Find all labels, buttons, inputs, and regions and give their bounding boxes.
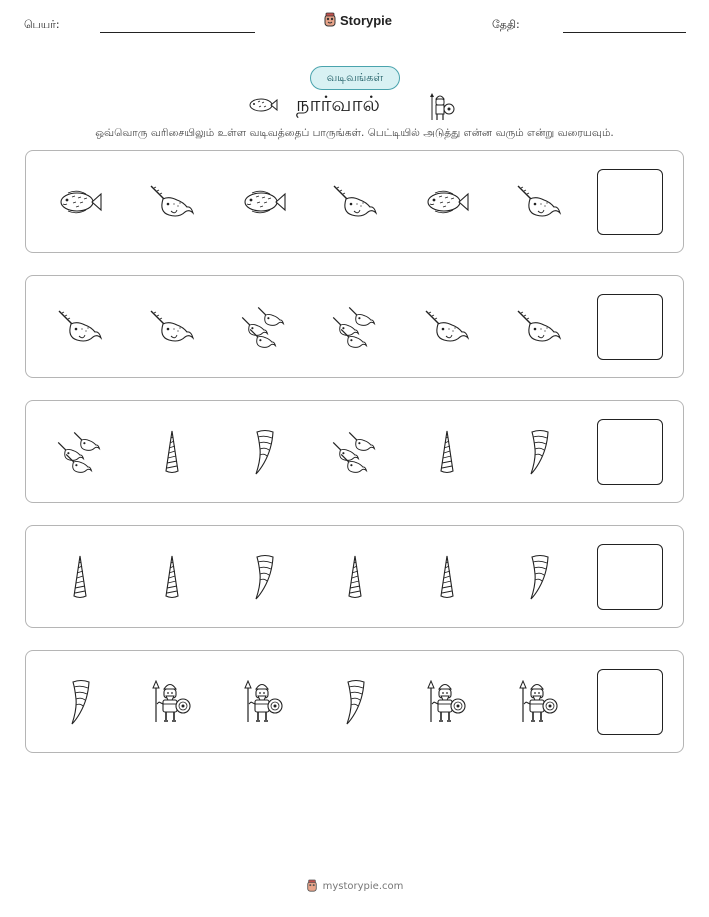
narwhal-group-icon [330,427,380,477]
pattern-row-5 [25,650,684,753]
date-line[interactable] [563,32,686,33]
narwhal-icon [55,302,105,352]
category-badge: வடிவங்கள் [310,66,400,90]
narwhal-icon [147,177,197,227]
tusk-icon [422,552,472,602]
horn-icon [330,677,380,727]
narwhal-icon [330,177,380,227]
pattern-row-4 [25,525,684,628]
flatfish-icon [422,177,472,227]
flatfish-icon [55,177,105,227]
title-row [0,92,709,122]
viking-icon [147,677,197,727]
brand-logo [323,12,392,28]
pattern-row-1 [25,150,684,253]
storypie-mascot-icon [323,12,337,28]
narwhal-group-icon [330,302,380,352]
narwhal-icon [147,302,197,352]
storypie-mascot-icon [306,879,318,893]
horn-icon [55,677,105,727]
footer-url: mystorypie.com [322,880,404,892]
viking-icon [514,677,564,727]
answer-box[interactable] [597,419,663,485]
narwhal-group-icon [239,302,289,352]
horn-icon [239,427,289,477]
narwhal-icon [422,302,472,352]
tusk-icon [147,552,197,602]
pattern-row-3 [25,400,684,503]
answer-box[interactable] [597,669,663,735]
viking-icon [422,677,472,727]
horn-icon [514,552,564,602]
date-label: தேதி: [492,18,520,31]
page-title: நார்வால் [296,92,380,116]
fish-icon [248,96,278,114]
pattern-row-2 [25,275,684,378]
narwhal-icon [514,177,564,227]
tusk-icon [55,552,105,602]
tusk-icon [147,427,197,477]
horn-icon [514,427,564,477]
horn-icon [239,552,289,602]
name-line[interactable] [100,32,255,33]
name-label: பெயர்: [24,18,60,31]
narwhal-group-icon [55,427,105,477]
viking-icon [428,92,456,122]
tusk-icon [422,427,472,477]
footer [0,879,709,893]
tusk-icon [330,552,380,602]
answer-box[interactable] [597,294,663,360]
brand-name: Storypie [340,12,393,28]
worksheet-header [0,0,709,50]
viking-icon [239,677,289,727]
flatfish-icon [239,177,289,227]
answer-box[interactable] [597,169,663,235]
narwhal-icon [514,302,564,352]
instructions-text: ஒவ்வொரு வரிசையிலும் உள்ள வடிவத்தைப் பாருங்கள். பெட்டியில் அடுத்து என்ன வரும் என்று வரையவும். [95,127,614,139]
answer-box[interactable] [597,544,663,610]
